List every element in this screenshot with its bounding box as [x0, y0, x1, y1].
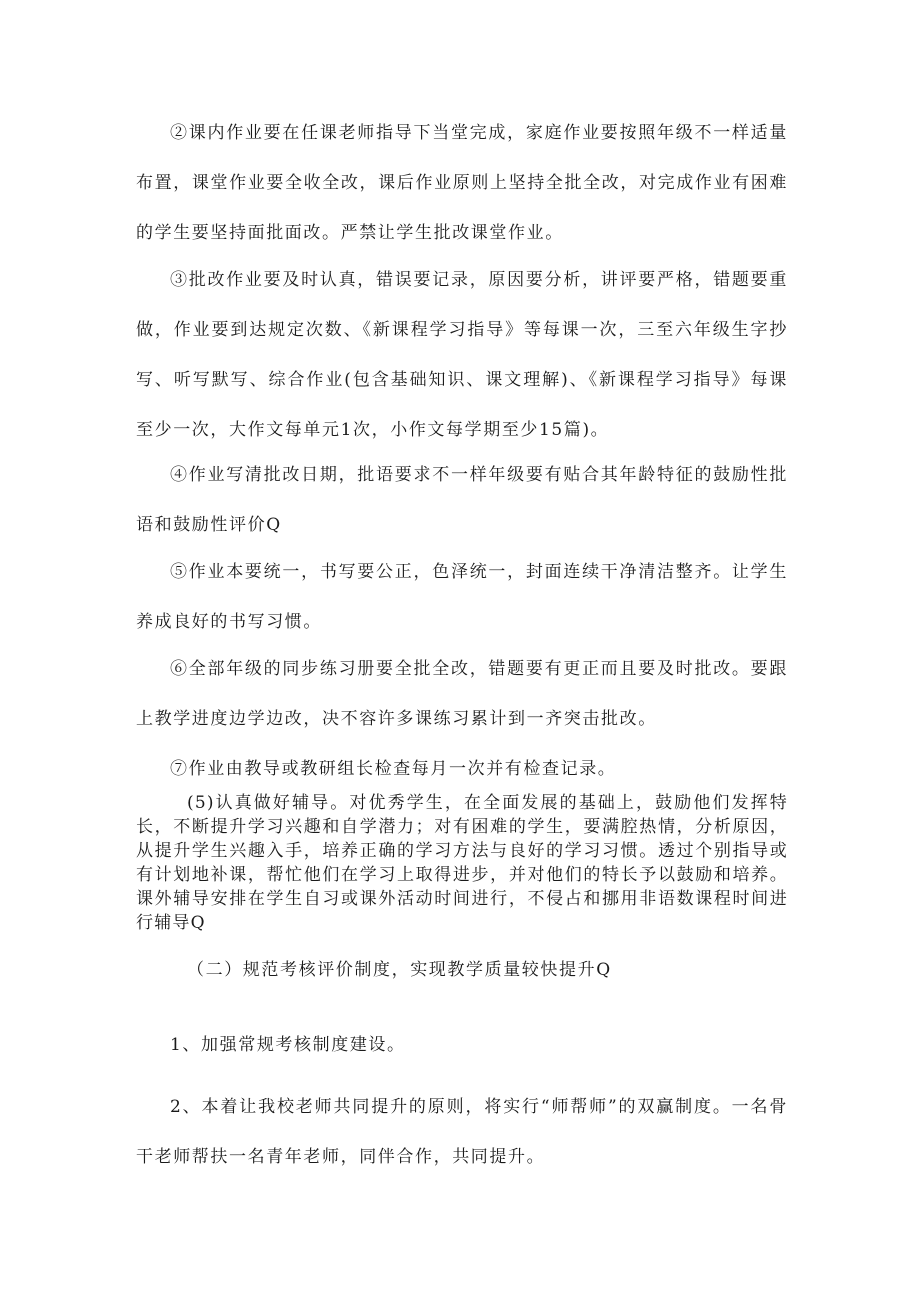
paragraph-tutoring: (5)认真做好辅导。对优秀学生，在全面发展的基础上，鼓励他们发挥特长，不断提升学习兴趣和自学潜力；对有困难的学生，要满腔热情，分析原因，从提升学生兴趣入手，培养正确的学习方法与良好的学习习惯。透过个别指导或有计划地补课，帮忙他们在学习上取得进步，并对他们的特长予以鼓励和培养。课外辅导安排在学生自习或课外活动时间进行，不侵占和挪用非语数课程时间进行辅导Q — [136, 793, 788, 933]
list-item-1: 1、加强常规考核制度建设。 — [170, 1035, 406, 1055]
paragraph-correction-date: ④作业写清批改日期，批语要求不一样年级要有贴合其年龄特征的鼓励性批语和鼓励性评价Q — [136, 465, 788, 535]
paragraph-homework-correction: ③批改作业要及时认真，错误要记录，原因要分析，讲评要严格，错题要重做，作业要到达规定次数、《新课程学习指导》等每课一次，三至六年级生字抄写、听写默写、综合作业(包含基础知识、课文理解)、《新课程学习指导》每课至少一次，大作文每单元1次，小作文每学期至少15篇)。 — [136, 270, 788, 440]
paragraph-monthly-check: ⑦作业由教导或教研组长检查每月一次并有检查记录。 — [170, 759, 617, 779]
list-item-2: 2、本着让我校老师共同提升的原则，将实行“师帮师”的双赢制度。一名骨干老师帮扶一名青年老师，同伴合作，共同提升。 — [136, 1097, 788, 1167]
section-heading: （二）规范考核评价制度，实现教学质量较快提升Q — [187, 960, 612, 980]
paragraph-homework-in-class: ②课内作业要在任课老师指导下当堂完成，家庭作业要按照年级不一样适量布置，课堂作业要全收全改，课后作业原则上坚持全批全改，对完成作业有困难的学生要坚持面批面改。严禁让学生批改课堂作业。 — [136, 123, 788, 243]
paragraph-notebook-uniform: ⑤作业本要统一，书写要公正，色泽统一，封面连续干净清洁整齐。让学生养成良好的书写习惯。 — [136, 562, 788, 632]
paragraph-exercise-book: ⑥全部年级的同步练习册要全批全改，错题要有更正而且要及时批改。要跟上教学进度边学边改，决不容许多课练习累计到一齐突击批改。 — [136, 659, 788, 729]
